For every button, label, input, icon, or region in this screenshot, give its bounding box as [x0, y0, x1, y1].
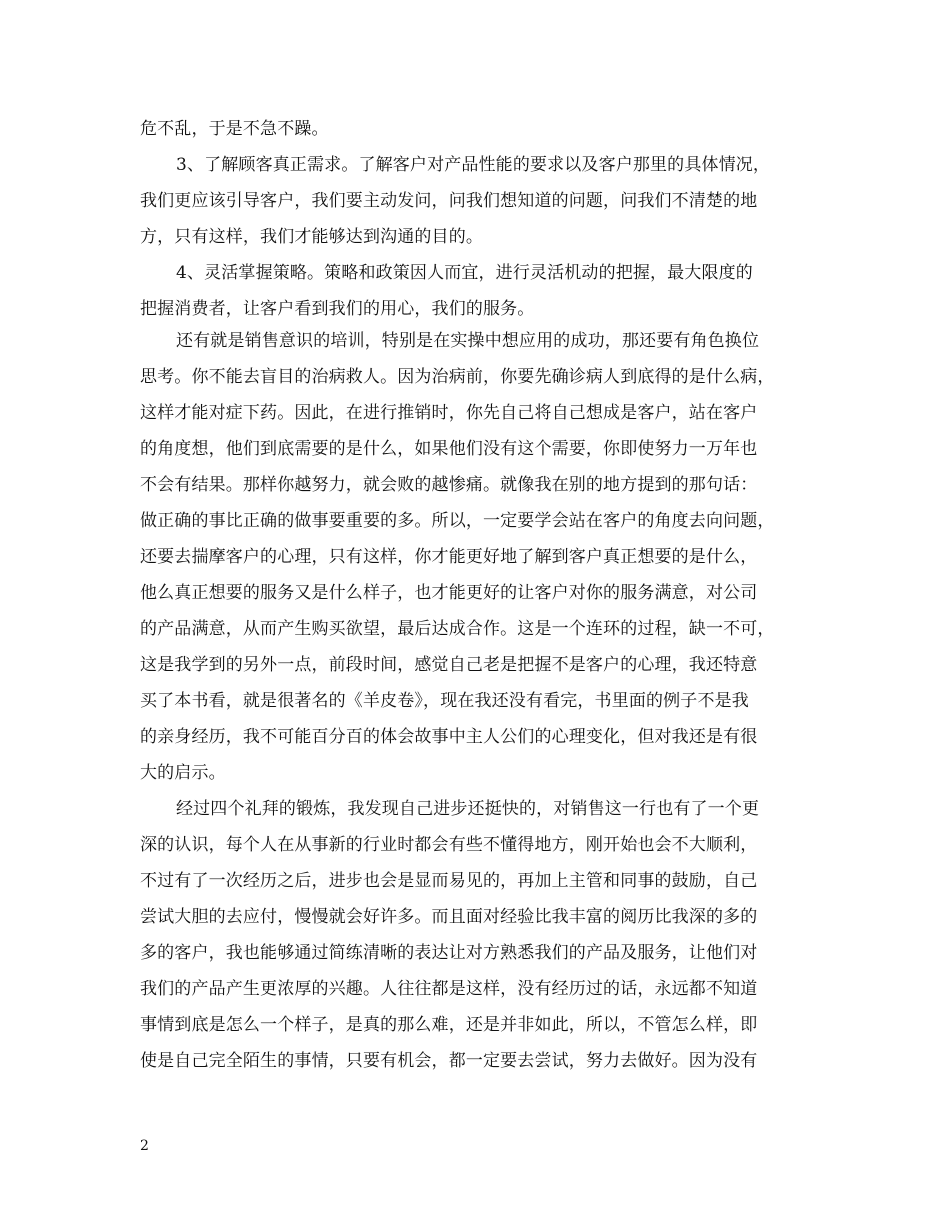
- text-line: 的角度想，他们到底需要的是什么，如果他们没有这个需要，你即使努力一万年也: [140, 439, 758, 459]
- text-line: 这样才能对症下药。因此，在进行推销时，你先自己将自己想成是客户，站在客户: [140, 403, 758, 423]
- text-line: 不会有结果。那样你越努力，就会败的越惨痛。就像我在别的地方提到的那句话：: [140, 475, 758, 495]
- text-line: 把握消费者，让客户看到我们的用心，我们的服务。: [140, 299, 535, 319]
- text-line: 使是自己完全陌生的事情，只要有机会，都一定要去尝试，努力去做好。因为没有: [140, 1051, 758, 1071]
- text-line: 做正确的事比正确的做事要重要的多。所以，一定要学会站在客户的角度去向问题，: [140, 511, 775, 531]
- text-line: 还要去揣摩客户的心理，只有这样，你才能更好地了解到客户真正想要的是什么，: [140, 547, 758, 567]
- page-number: 2: [140, 1138, 149, 1154]
- text-line: 大的启示。: [140, 763, 226, 783]
- text-line: 买了本书看，就是很著名的《羊皮卷》，现在我还没有看完，书里面的例子不是我: [140, 691, 749, 711]
- text-line: 3、了解顾客真正需求。了解客户对产品性能的要求以及客户那里的具体情况，: [176, 155, 771, 175]
- text-line: 的亲身经历，我不可能百分百的体会故事中主人公们的心理变化，但对我还是有很: [140, 727, 758, 747]
- text-line: 尝试大胆的去应付，慢慢就会好许多。而且面对经验比我丰富的阅历比我深的多的: [140, 907, 758, 927]
- text-line: 不过有了一次经历之后，进步也会是显而易见的，再加上主管和同事的鼓励，自己: [140, 871, 758, 891]
- text-line: 方，只有这样，我们才能够达到沟通的目的。: [140, 227, 483, 247]
- text-line: 事情到底是怎么一个样子，是真的那么难，还是并非如此，所以，不管怎么样，即: [140, 1015, 758, 1035]
- text-line: 还有就是销售意识的培训，特别是在实操中想应用的成功，那还要有角色换位: [176, 331, 760, 351]
- text-line: 思考。你不能去盲目的治病救人。因为治病前，你要先确诊病人到底得的是什么病，: [140, 367, 775, 387]
- text-line: 我们更应该引导客户，我们要主动发问，问我们想知道的问题，问我们不清楚的地: [140, 191, 758, 211]
- text-line: 我们的产品产生更浓厚的兴趣。人往往都是这样，没有经历过的话，永远都不知道: [140, 979, 758, 999]
- text-line: 的产品满意，从而产生购买欲望，最后达成合作。这是一个连环的过程，缺一不可，: [140, 619, 775, 639]
- text-line: 深的认识，每个人在从事新的行业时都会有些不懂得地方，刚开始也会不大顺利，: [140, 835, 758, 855]
- text-line: 多的客户，我也能够通过简练清晰的表达让对方熟悉我们的产品及服务，让他们对: [140, 943, 758, 963]
- text-line: 危不乱，于是不急不躁。: [140, 119, 329, 139]
- text-line: 他么真正想要的服务又是什么样子，也才能更好的让客户对你的服务满意，对公司: [140, 583, 758, 603]
- text-line: 4、灵活掌握策略。策略和政策因人而宜，进行灵活机动的把握，最大限度的: [176, 263, 753, 283]
- text-line: 经过四个礼拜的锻炼，我发现自己进步还挺快的，对销售这一行也有了一个更: [176, 799, 760, 819]
- text-line: 这是我学到的另外一点，前段时间，感觉自己老是把握不是客户的心理，我还特意: [140, 655, 758, 675]
